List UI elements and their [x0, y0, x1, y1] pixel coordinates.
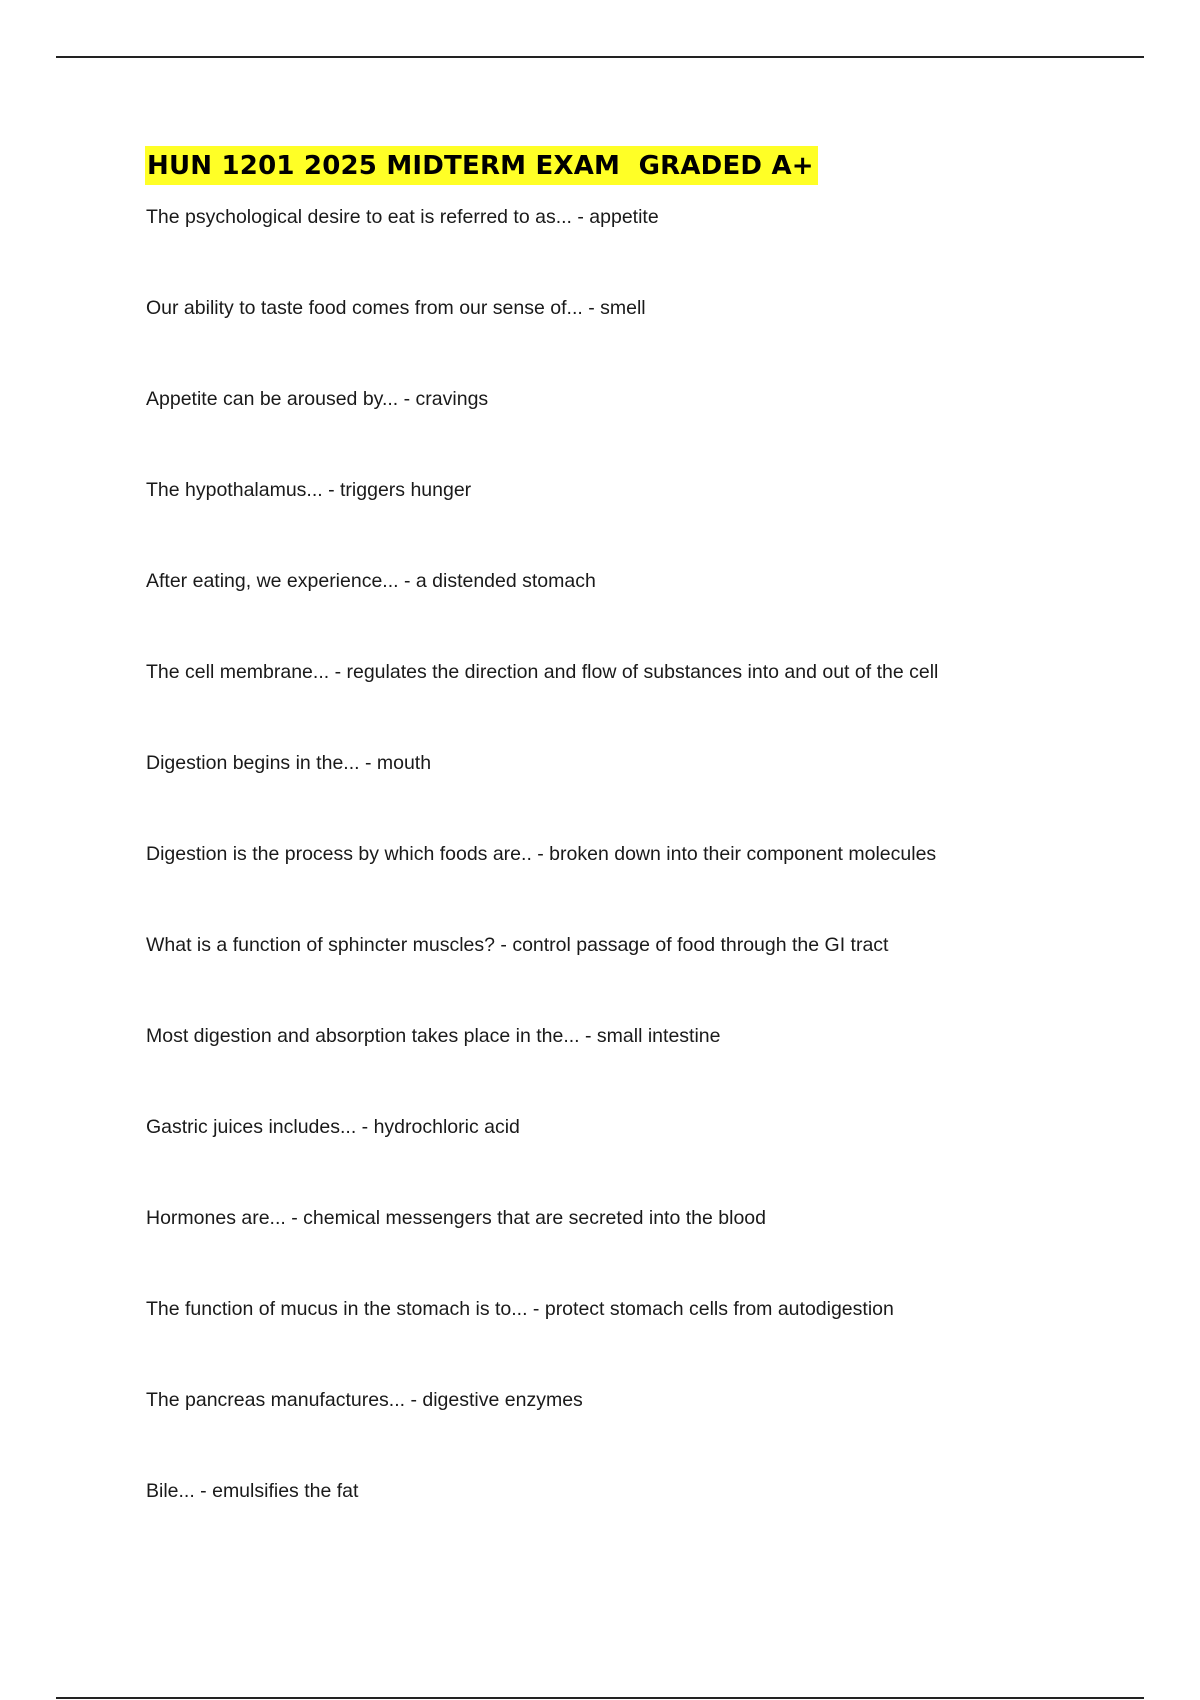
list-item: Digestion begins in the... - mouth: [146, 752, 432, 774]
list-item: Most digestion and absorption takes place in the... - small intestine: [146, 1025, 721, 1047]
bottom-rule: [56, 1697, 1144, 1699]
list-item: Our ability to taste food comes from our sense of... - smell: [146, 297, 646, 319]
list-item: Hormones are... - chemical messengers that are secreted into the blood: [146, 1207, 766, 1229]
list-item: The psychological desire to eat is referred to as... - appetite: [146, 206, 659, 228]
list-item: Digestion is the process by which foods are.. - broken down into their component molecules: [146, 843, 937, 865]
list-item: After eating, we experience... - a distended stomach: [146, 570, 596, 592]
list-item: Appetite can be aroused by... - cravings: [146, 388, 489, 410]
list-item: The pancreas manufactures... - digestive enzymes: [146, 1389, 583, 1411]
page-title: HUN 1201 2025 MIDTERM EXAM GRADED A+: [145, 146, 818, 185]
question-answer-list: [146, 203, 938, 1568]
list-item: The cell membrane... - regulates the direction and flow of substances into and out of the cell: [146, 661, 939, 683]
list-item: Gastric juices includes... - hydrochloric acid: [146, 1116, 520, 1138]
top-rule: [56, 56, 1144, 58]
list-item: The hypothalamus... - triggers hunger: [146, 479, 472, 501]
list-item: Bile... - emulsifies the fat: [146, 1480, 359, 1502]
list-item: The function of mucus in the stomach is to... - protect stomach cells from autodigestion: [146, 1298, 894, 1320]
list-item: What is a function of sphincter muscles? - control passage of food through the GI tract: [146, 934, 889, 956]
